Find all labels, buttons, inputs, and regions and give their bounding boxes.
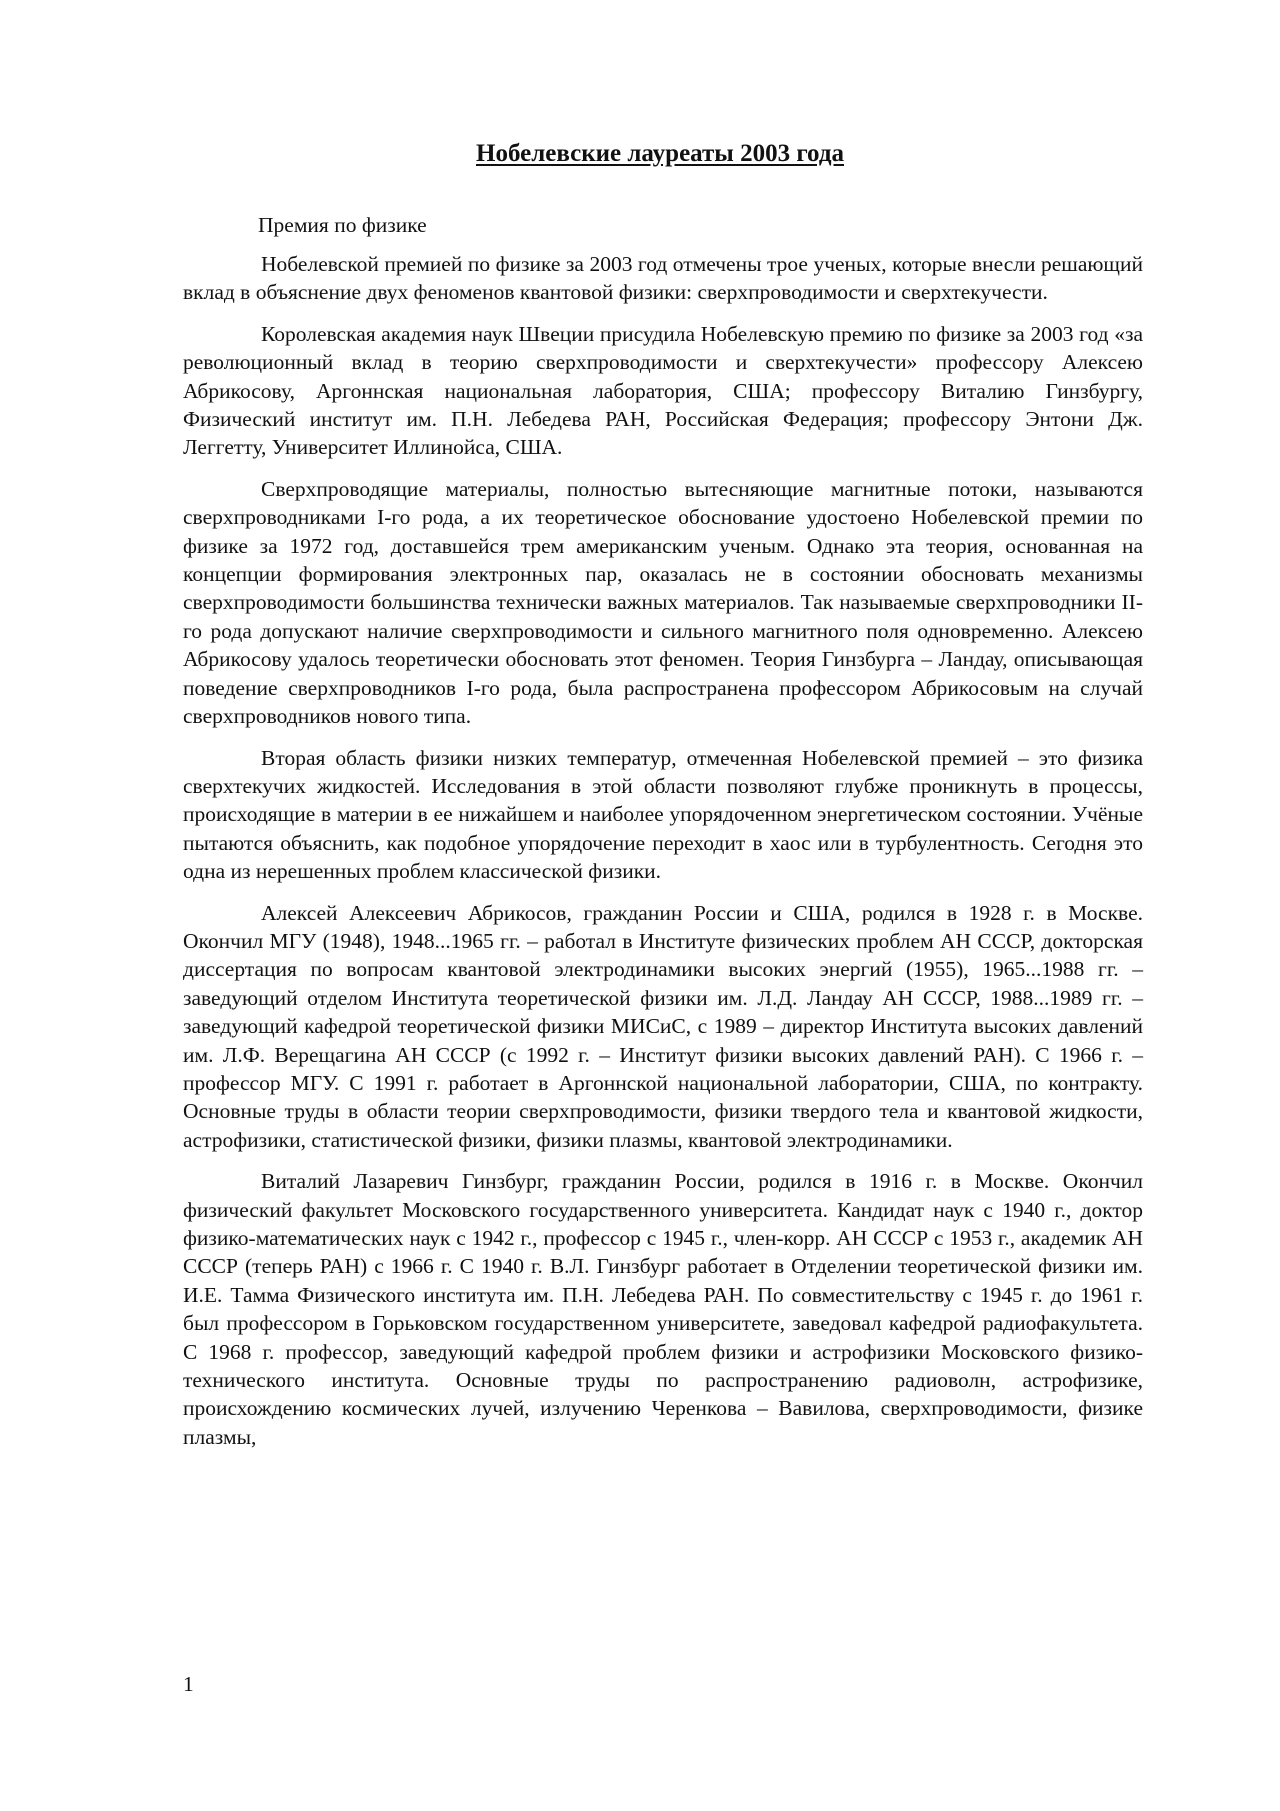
section-subtitle: Премия по физике [258,213,427,237]
document-body [183,250,1143,1464]
paragraph: Сверхпроводящие материалы, полностью вытесняющие магнитные потоки, называются сверхпроводниками I-го рода, а их теоретическое обоснование удостоено Нобелевской премии по физике за 1972 год, доставшейся трем американским ученым. Однако эта теория, основанная на концепции формирования электронных пар, оказалась не в состоянии обосновать механизмы сверхпроводимости большинства технически важных материалов. Так называемые сверхпроводники II-го рода допускают наличие сверхпроводимости и сильного магнитного поля одновременно. Алексею Абрикосову удалось теоретически обосновать этот феномен. Теория Гинзбурга – Ландау, описывающая поведение сверхпроводников I-го рода, была распространена профессором Абрикосовым на случай сверхпроводников нового типа. [183,476,1143,729]
paragraph: Алексей Алексеевич Абрикосов, гражданин России и США, родился в 1928 г. в Москве. Окончил МГУ (1948), 1948...1965 гг. – работал в Институте физических проблем АН СССР, докторская диссертация по вопросам квантовой электродинамики высоких энергий (1955), 1965...1988 гг. – заведующий отделом Института теоретической физики им. Л.Д. Ландау АН СССР, 1988...1989 гг. – заведующий кафедрой теоретической физики МИСиС, с 1989 – директор Института высоких давлений им. Л.Ф. Верещагина АН СССР (с 1992 г. – Институт физики высоких давлений РАН). С 1966 г. – профессор МГУ. С 1991 г. работает в Аргоннской национальной лаборатории, США, по контракту. Основные труды в области теории сверхпроводимости, физики твердого тела и квантовой жидкости, астрофизики, статистической физики, физики плазмы, квантовой электродинамики. [183,900,1143,1152]
paragraph: Королевская академия наук Швеции присудила Нобелевскую премию по физике за 2003 год «за революционный вклад в теорию сверхпроводимости и сверхтекучести» профессору Алексею Абрикосову, Аргоннская национальная лаборатория, США; профессору Виталию Гинзбургу, Физический институт им. П.Н. Лебедева РАН, Российская Федерация; профессору Энтони Дж. Леггетту, Университет Иллинойса, США. [183,321,1143,460]
paragraph: Виталий Лазаревич Гинзбург, гражданин России, родился в 1916 г. в Москве. Окончил физический факультет Московского государственного университета. Кандидат наук с 1940 г., доктор физико-математических наук с 1942 г., профессор с 1945 г., член-корр. АН СССР с 1953 г., академик АН СССР (теперь РАН) с 1966 г. С 1940 г. В.Л. Гинзбург работает в Отделении теоретической физики им. И.Е. Тамма Физического института им. П.Н. Лебедева РАН. По совместительству с 1945 г. до 1961 г. был профессором в Горьковском государственном университете, заведовал кафедрой радиофакультета. С 1968 г. профессор, заведующий кафедрой проблем физики и астрофизики Московского физико-технического института. Основные труды по распространению радиоволн, астрофизике, происхождению космических лучей, излучению Черенкова – Вавилова, сверхпроводимости, физике плазмы, [183,1169,1143,1449]
document-title: Нобелевские лауреаты 2003 года [476,140,844,167]
paragraph: Вторая область физики низких температур, отмеченная Нобелевской премией – это физика сверхтекучих жидкостей. Исследования в этой области позволяют глубже проникнуть в процессы, происходящие в материи в ее нижайшем и наиболее упорядоченном энергетическом состоянии. Учёные пытаются объяснить, как подобное упорядочение переходит в хаос или в турбулентность. Сегодня это одна из нерешенных проблем классической физики. [183,745,1143,884]
paragraph: Нобелевской премией по физике за 2003 год отмечены трое ученых, которые внесли решающий вклад в объяснение двух феноменов квантовой физики: сверхпроводимости и сверхтекучести. [183,252,1143,305]
page-number: 1 [183,1672,194,1696]
